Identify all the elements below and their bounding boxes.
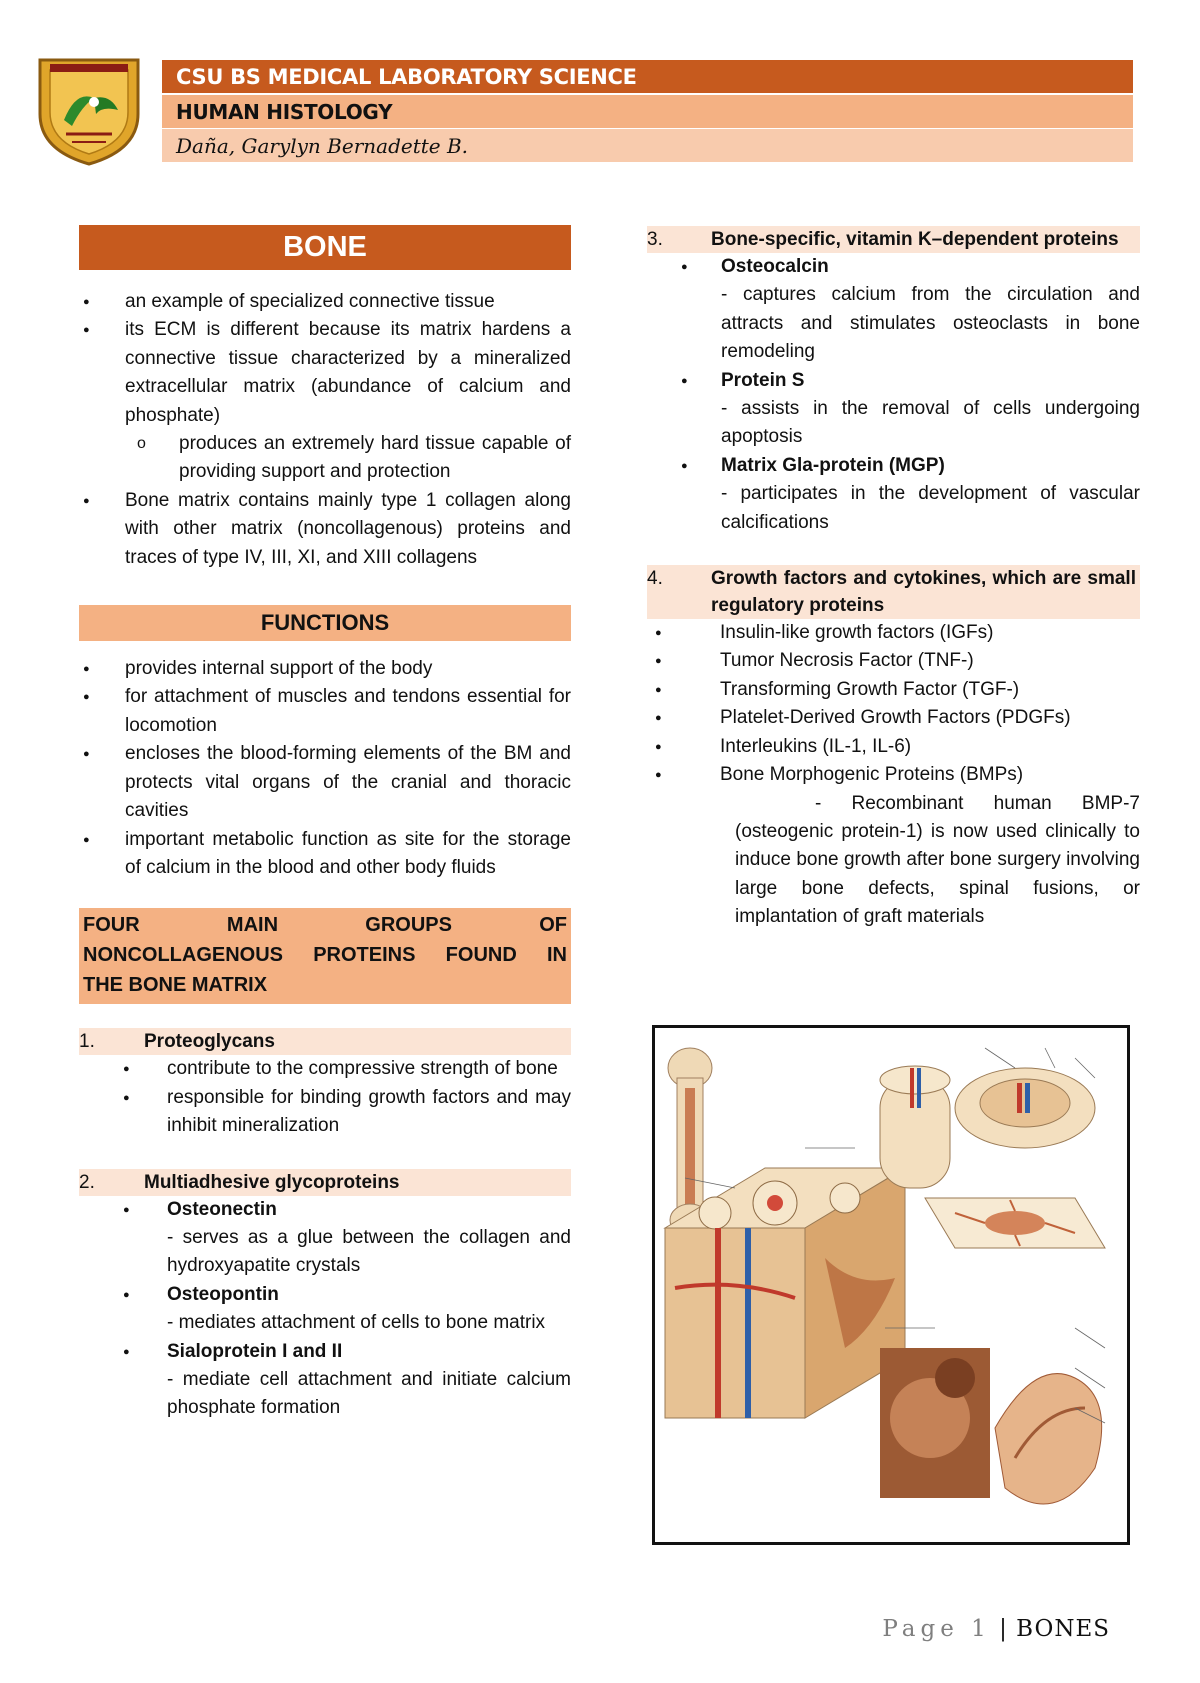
- header-program: CSU BS MEDICAL LABORATORY SCIENCE: [162, 60, 1133, 93]
- page-footer: [882, 1616, 1110, 1642]
- footer-separator: |: [990, 1616, 1017, 1642]
- group-heading-growth-factors: [647, 565, 1140, 619]
- list-item: [689, 452, 1140, 537]
- header-course: HUMAN HISTOLOGY: [162, 95, 1133, 128]
- header-author: Daña, Garylyn Bernadette B.: [162, 129, 1133, 162]
- section-title-line: FOUR MAIN GROUPS OF: [83, 914, 567, 937]
- protein-desc: - participates in the development of vascular calcifications: [721, 483, 1140, 533]
- university-logo: [36, 54, 142, 166]
- list-item: [689, 367, 1140, 452]
- protein-name: ● Osteonectin: [167, 1198, 277, 1220]
- list-item: ● Bone matrix contains mainly type 1 collagen along with other matrix (noncollagenous) proteins and traces of type IV, III, XI, and XIII collagens: [79, 487, 571, 572]
- section-title-functions: FUNCTIONS: [79, 605, 571, 641]
- functions-list: [79, 655, 571, 882]
- list-item: ● an example of specialized connective tissue: [79, 288, 571, 316]
- list-item: o produces an extremely hard tissue capable of providing support and protection: [79, 430, 571, 487]
- group-number: 1.: [79, 1031, 95, 1053]
- group-title: Multiadhesive glycoproteins: [144, 1171, 400, 1193]
- group-number: 3.: [647, 229, 663, 250]
- list-item: ● Platelet-Derived Growth Factors (PDGFs): [647, 704, 1140, 732]
- proteoglycans-list: [79, 1055, 571, 1140]
- lacuna-panel-image: [925, 1198, 1105, 1248]
- group-heading-vitamin-k: [647, 226, 1140, 253]
- protein-desc: - assists in the removal of cells undergoing apoptosis: [721, 398, 1140, 448]
- protein-desc: - captures calcium from the circulation and attracts and stimulates osteoclasts in bone remodeling: [721, 284, 1140, 363]
- group-number: 2.: [79, 1171, 95, 1193]
- list-item: [689, 253, 1140, 367]
- list-item: ● encloses the blood-forming elements of the BM and protects vital organs of the cranial and thoracic cavities: [79, 740, 571, 825]
- group-heading-glycoproteins: [79, 1169, 571, 1196]
- bmp-note: - Recombinant human BMP-7 (osteogenic protein-1) is now used clinically to induce bone growth after bone surgery involving large bone defects, spinal fusions, or implantation of graft materials: [735, 792, 1140, 928]
- right-column: [647, 226, 1140, 932]
- list-item: ● provides internal support of the body: [79, 655, 571, 683]
- protein-desc: - mediates attachment of cells to bone matrix: [167, 1312, 546, 1334]
- list-item: ● responsible for binding growth factors and may inhibit mineralization: [79, 1084, 571, 1141]
- list-item: ● Tumor Necrosis Factor (TNF-): [647, 647, 1140, 675]
- section-title-bone: BONE: [79, 225, 571, 270]
- bone-list: [79, 288, 571, 430]
- group-title: Growth factors and cytokines, which are small regulatory proteins: [711, 568, 1136, 617]
- footer-topic: BONES: [1016, 1616, 1110, 1642]
- glycoproteins-list: [79, 1196, 571, 1423]
- list-item: ● important metabolic function as site for the storage of calcium in the blood and other body fluids: [79, 826, 571, 883]
- protein-name: ● Sialoprotein I and II: [167, 1340, 343, 1362]
- list-item: ● Insulin-like growth factors (IGFs): [647, 619, 1140, 647]
- list-item: [79, 1196, 571, 1281]
- bone-structure-illustration: [652, 1025, 1130, 1545]
- list-item: [79, 1281, 571, 1338]
- left-column: [79, 225, 571, 1423]
- group-number: 4.: [647, 568, 663, 590]
- vitamin-k-list: [689, 253, 1140, 537]
- page-number: Page 1: [882, 1616, 991, 1642]
- section-title-line: THE BONE MATRIX: [83, 974, 268, 997]
- group-title: Bone-specific, vitamin K–dependent proteins: [711, 229, 1119, 250]
- protein-name: ● Matrix Gla-protein (MGP): [721, 454, 945, 476]
- protein-name: ● Protein S: [721, 369, 805, 391]
- list-item: ● Bone Morphogenic Proteins (BMPs): [647, 761, 1140, 789]
- list-item: ● for attachment of muscles and tendons essential for locomotion: [79, 683, 571, 740]
- group-title: Proteoglycans: [144, 1031, 275, 1053]
- growth-factors-list: [647, 619, 1140, 789]
- protein-desc: - serves as a glue between the collagen and hydroxyapatite crystals: [167, 1226, 571, 1277]
- list-item: ● its ECM is different because its matrix hardens a connective tissue characterized by a mineralized extracellular matrix (abundance of calcium and phosphate): [79, 316, 571, 430]
- section-title-noncollagenous: [79, 908, 571, 1004]
- section-title-line: NONCOLLAGENOUS PROTEINS FOUND IN: [83, 944, 567, 967]
- protein-desc: - mediate cell attachment and initiate calcium phosphate formation: [167, 1368, 571, 1419]
- group-heading-proteoglycans: [79, 1028, 571, 1055]
- list-item: ● contribute to the compressive strength of bone: [79, 1055, 571, 1083]
- bone-list-2: [79, 487, 571, 572]
- bone-sublist: [79, 430, 571, 487]
- list-item: ● Interleukins (IL-1, IL-6): [647, 733, 1140, 761]
- list-item: [79, 1338, 571, 1423]
- list-item: ● Transforming Growth Factor (TGF-): [647, 676, 1140, 704]
- protein-name: ● Osteocalcin: [721, 256, 829, 277]
- protein-name: ● Osteopontin: [167, 1283, 279, 1305]
